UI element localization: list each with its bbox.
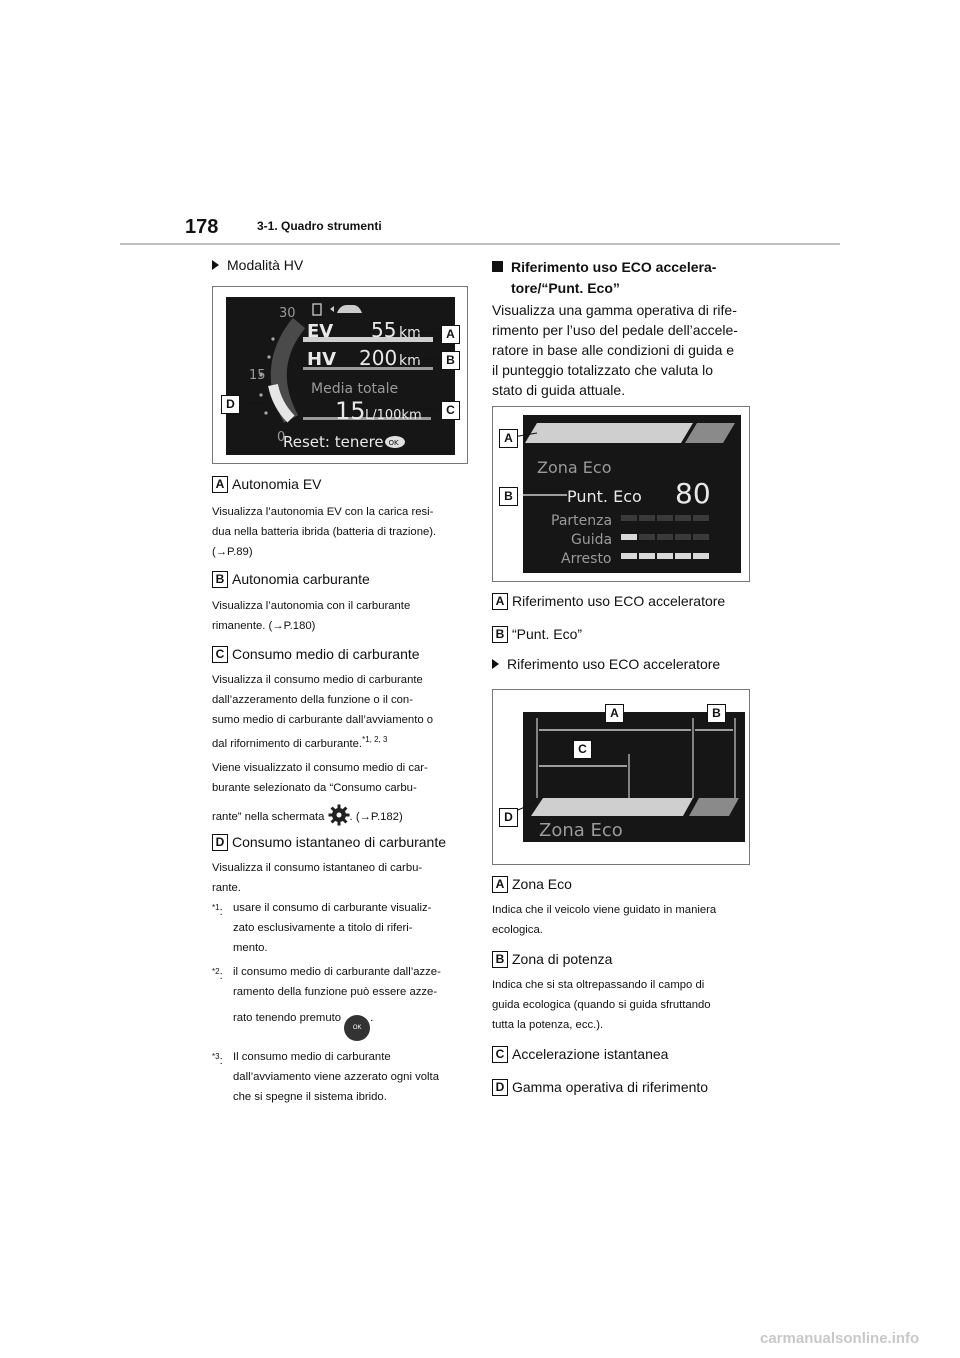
guida-bar-segment: [693, 534, 709, 540]
score-value: 80: [675, 477, 711, 510]
zone-callout-b: B: [707, 704, 726, 723]
partenza-bar-segment: [657, 515, 673, 521]
header-rule: [120, 243, 840, 245]
badge-c: C: [212, 646, 228, 663]
eco-item-b: B “Punt. Eco”: [492, 626, 582, 643]
eco-figure-1: [492, 406, 750, 582]
triangle-bullet-icon: [492, 659, 499, 669]
scale-mid-label: 15: [249, 368, 266, 383]
partenza-bar-segment: [693, 515, 709, 521]
item-b-desc: Visualizza l’autonomia con il carburante rimanente. (→P.180): [212, 600, 411, 632]
zona-eco-label-2: Zona Eco: [539, 820, 623, 841]
item-d-title: D Consumo istantaneo di carburante: [212, 834, 446, 851]
partenza-bar-segment: [621, 515, 637, 521]
zone-item-d-title: D Gamma operativa di riferimento: [492, 1079, 708, 1096]
arresto-bar-segment: [621, 553, 637, 559]
callout-c: C: [441, 401, 460, 420]
zona-eco-label: Zona Eco: [537, 458, 612, 477]
hv-label: HV: [307, 349, 336, 370]
zone-item-a-desc: Indica che il veicolo viene guidato in maniera ecologica.: [492, 904, 717, 936]
callout-a: A: [441, 325, 460, 344]
scale-bottom-label: 0: [277, 430, 286, 445]
section-title: 3-1. Quadro strumenti: [257, 219, 382, 233]
eco-heading: Riferimento uso ECO accelera- tore/“Punt. Eco”: [492, 257, 716, 299]
hv-unit: km: [399, 353, 421, 369]
badge-a: A: [212, 476, 228, 493]
zone-item-a-title: A Zona Eco: [492, 876, 572, 893]
triangle-bullet-icon: [212, 260, 219, 270]
callout-b: B: [441, 351, 460, 370]
footnote-1: $^{*1}$: usare il consumo di carburante visualiz- zato esclusivamente a titolo di riferi- mento.: [212, 902, 432, 954]
punt-eco-label: Punt. Eco: [567, 487, 642, 506]
eco-item-a: A Riferimento uso ECO acceleratore: [492, 593, 725, 610]
zone-item-c-title: C Accelerazione istantanea: [492, 1046, 668, 1063]
ok-button-icon: OK: [344, 1015, 370, 1041]
hv-value: 200: [359, 346, 398, 370]
item-a-title: A Autonomia EV: [212, 476, 322, 493]
guida-bar-segment: [639, 534, 655, 540]
guida-bar-segment: [621, 534, 637, 540]
zone-callout-c: C: [573, 740, 592, 759]
item-c-title: C Consumo medio di carburante: [212, 646, 420, 663]
badge-b: B: [212, 571, 228, 588]
item-c-desc: Visualizza il consumo medio di carburante dall’azzeramento della funzione o il con- sumo medio di carburante dall’avviamento o dal rifornimento di carburante.$^{*1, 2, 3}$ Viene visualizzato il consumo medio di car- burante selezionato da “Consumo carbu- rante” nella schermata . (→P.182): [212, 670, 468, 827]
callout-d: D: [221, 395, 240, 414]
zone-item-b-title: B Zona di potenza: [492, 951, 612, 968]
guida-bar-segment: [657, 534, 673, 540]
eco-intro: Visualizza una gamma operativa di rife- rimento per l’uso del pedale dell’accele- ratore in base alle condizioni di guida e il punteggio totalizzato che valuta lo stato di guida attuale.: [492, 302, 738, 398]
eco-callout-b: B: [499, 487, 518, 506]
arresto-bar-segment: [675, 553, 691, 559]
eco-callout-a: A: [499, 429, 518, 448]
footnote-3: $^{*3}$: Il consumo medio di carburante dall’avviamento viene azzerato ogni volta che si spegne il sistema ibrido.: [212, 1051, 439, 1103]
arresto-bar-segment: [693, 553, 709, 559]
zone-item-b-desc: Indica che si sta oltrepassando il campo di guida ecologica (quando si guida sfruttando tutta la potenza, ecc.).: [492, 979, 711, 1031]
ev-value: 55: [371, 318, 397, 342]
avg-unit: L/100km: [365, 408, 422, 423]
guida-bar-segment: [675, 534, 691, 540]
eco-sub-heading: Riferimento uso ECO acceleratore: [492, 656, 720, 672]
eco-figure-2: [492, 689, 750, 865]
arresto-bar-segment: [657, 553, 673, 559]
arresto-bar-segment: [639, 553, 655, 559]
hv-screen: [213, 287, 467, 463]
zone-callout-d: D: [499, 808, 518, 827]
partenza-label: Partenza: [551, 513, 613, 529]
hv-figure: [212, 286, 468, 464]
partenza-bar-segment: [639, 515, 655, 521]
page-number: 178: [185, 216, 219, 238]
square-bullet-icon: [492, 261, 503, 272]
badge-d: D: [212, 834, 228, 851]
item-b-title: B Autonomia carburante: [212, 571, 370, 588]
avg-label: Media totale: [311, 381, 399, 397]
footnotes: [212, 898, 472, 1107]
footnote-2: $^{*2}$: il consumo medio di carburante dall’azze- ramento della funzione può essere azze- rato tenendo premuto OK.: [212, 962, 472, 1041]
item-d-desc: Visualizza il consumo istantaneo di carbu- rante.: [212, 862, 423, 894]
arresto-label: Arresto: [561, 551, 612, 567]
guida-label: Guida: [571, 532, 613, 548]
gear-icon: [328, 804, 350, 826]
item-a-desc: Visualizza l’autonomia EV con la carica resi- dua nella batteria ibrida (batteria di trazione). (→P.89): [212, 506, 437, 558]
reset-label: Reset: tenere: [283, 433, 384, 451]
eco-score-screen: [493, 407, 749, 581]
ok-label: OK: [388, 439, 399, 447]
scale-top-label: 30: [279, 306, 296, 321]
zone-callout-a: A: [605, 704, 624, 723]
mode-heading: Modalità HV: [212, 257, 303, 273]
ev-unit: km: [399, 325, 421, 341]
watermark: carmanualsonline.info: [760, 1330, 920, 1347]
ev-label: EV: [307, 321, 334, 342]
avg-value: 15: [335, 397, 366, 425]
partenza-bar-segment: [675, 515, 691, 521]
